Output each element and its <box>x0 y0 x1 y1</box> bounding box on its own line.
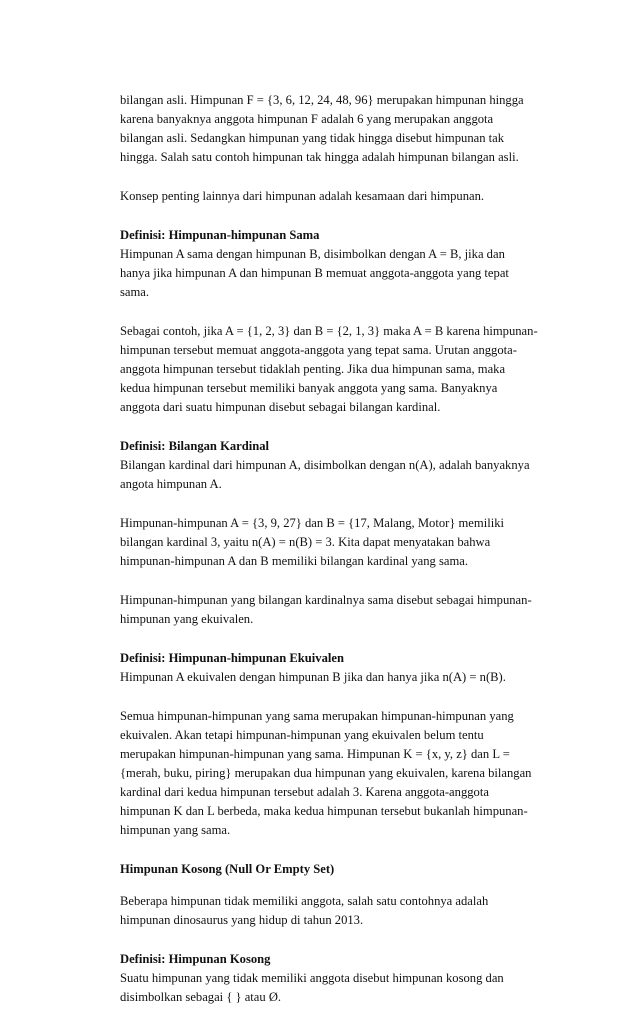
section-heading: Definisi: Himpunan-himpunan Sama <box>120 228 320 242</box>
text-line: Himpunan A ekuivalen dengan himpunan B jika dan hanya jika n(A) = n(B). <box>120 670 506 684</box>
text-line: karena banyaknya anggota himpunan F adalah 6 yang merupakan anggota <box>120 112 494 126</box>
text-line: himpunan K dan L berbeda, maka kedua himpunan tersebut bukanlah himpunan- <box>120 804 528 818</box>
text-line: Sebagai contoh, jika A = {1, 2, 3} dan B = {2, 1, 3} maka A = B karena himpunan- <box>120 324 538 338</box>
paragraph-contoh-ekuivalen <box>120 707 540 840</box>
definition-himpunan-ekuivalen <box>120 649 540 687</box>
text-line: anggota himpunan tersebut tidaklah penting. Jika dua himpunan sama, maka <box>120 362 506 376</box>
text-line: Beberapa himpunan tidak memiliki anggota, salah satu contohnya adalah <box>120 894 489 908</box>
text-line: hanya jika himpunan A dan himpunan B memuat anggota-anggota yang tepat <box>120 266 509 280</box>
section-heading: Himpunan Kosong (Null Or Empty Set) <box>120 862 335 876</box>
text-line: hingga. Salah satu contoh himpunan tak hingga adalah himpunan bilangan asli. <box>120 150 519 164</box>
text-line: Konsep penting lainnya dari himpunan adalah kesamaan dari himpunan. <box>120 189 485 203</box>
text-line: Himpunan A sama dengan himpunan B, disimbolkan dengan A = B, jika dan <box>120 247 505 261</box>
definition-himpunan-kosong <box>120 950 540 1007</box>
paragraph-contoh-kosong <box>120 892 540 930</box>
text-line: Himpunan-himpunan yang bilangan kardinalnya sama disebut sebagai himpunan- <box>120 593 532 607</box>
text-line: kardinal dari kedua himpunan tersebut adalah 3. Karena anggota-anggota <box>120 785 489 799</box>
text-line: kedua himpunan tersebut memiliki banyak anggota yang sama. Banyaknya <box>120 381 498 395</box>
text-line: bilangan asli. Sedangkan himpunan yang tidak hingga disebut himpunan tak <box>120 131 505 145</box>
paragraph-contoh-kardinal <box>120 514 540 571</box>
text-line: Himpunan-himpunan A = {3, 9, 27} dan B = {17, Malang, Motor} memiliki <box>120 516 504 530</box>
text-line: disimbolkan sebagai { } atau Ø. <box>120 990 282 1004</box>
section-himpunan-kosong <box>120 860 540 879</box>
text-line: angota himpunan A. <box>120 477 222 491</box>
paragraph-contoh-sama <box>120 322 540 417</box>
text-line: merupakan himpunan-himpunan yang sama. Himpunan K = {x, y, z} dan L = <box>120 747 510 761</box>
paragraph-ekuivalen-intro <box>120 591 540 629</box>
text-line: himpunan dinosaurus yang hidup di tahun 2013. <box>120 913 364 927</box>
text-line: sama. <box>120 285 150 299</box>
text-line: Bilangan kardinal dari himpunan A, disimbolkan dengan n(A), adalah banyaknya <box>120 458 530 472</box>
page-content <box>120 91 540 1027</box>
text-line: himpunan yang ekuivalen. <box>120 612 254 626</box>
section-heading: Definisi: Bilangan Kardinal <box>120 439 270 453</box>
text-line: {merah, buku, piring} merupakan dua himpunan yang ekuivalen, karena bilangan <box>120 766 532 780</box>
text-line: himpunan tersebut memuat anggota-anggota yang tepat sama. Urutan anggota- <box>120 343 517 357</box>
text-line: himpunan yang sama. <box>120 823 231 837</box>
text-line: himpunan-himpunan A dan B memiliki bilangan kardinal yang sama. <box>120 554 469 568</box>
paragraph-himpunan-hingga <box>120 91 540 167</box>
text-line: bilangan kardinal 3, yaitu n(A) = n(B) = 3. Kita dapat menyatakan bahwa <box>120 535 491 549</box>
paragraph-konsep-penting <box>120 187 540 206</box>
text-line: ekuivalen. Akan tetapi himpunan-himpunan yang ekuivalen belum tentu <box>120 728 484 742</box>
text-line: bilangan asli. Himpunan F = {3, 6, 12, 24, 48, 96} merupakan himpunan hingga <box>120 93 524 107</box>
section-heading: Definisi: Himpunan Kosong <box>120 952 271 966</box>
text-line: Semua himpunan-himpunan yang sama merupakan himpunan-himpunan yang <box>120 709 514 723</box>
section-heading: Definisi: Himpunan-himpunan Ekuivalen <box>120 651 344 665</box>
definition-himpunan-sama <box>120 226 540 302</box>
definition-bilangan-kardinal <box>120 437 540 494</box>
text-line: Suatu himpunan yang tidak memiliki anggota disebut himpunan kosong dan <box>120 971 504 985</box>
text-line: anggota dari suatu himpunan disebut sebagai bilangan kardinal. <box>120 400 441 414</box>
